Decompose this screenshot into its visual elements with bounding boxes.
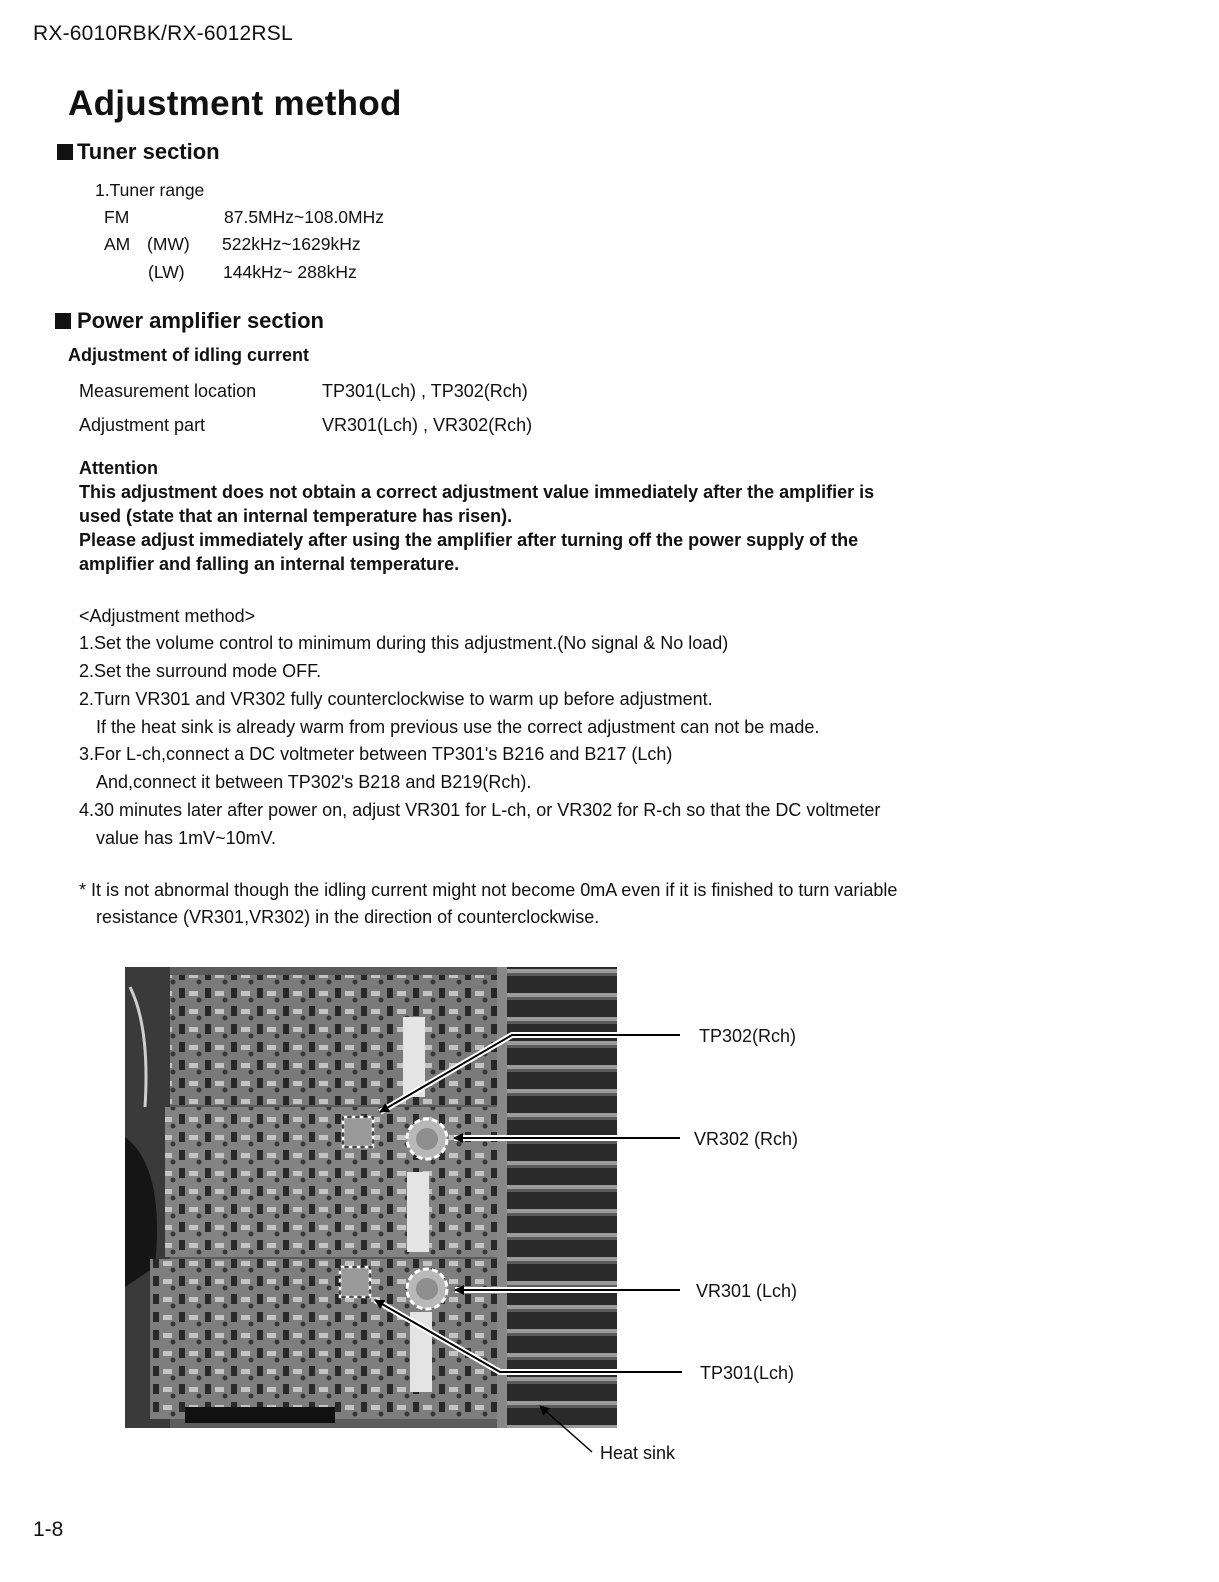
page-title: Adjustment method bbox=[68, 84, 402, 123]
adjustment-part-value: VR301(Lch) , VR302(Rch) bbox=[322, 415, 533, 435]
tuner-subband: (LW) bbox=[148, 262, 185, 282]
tuner-range-value: 87.5MHz~108.0MHz bbox=[224, 207, 385, 227]
method-step-continued: And,connect it between TP302's B218 and B219(Rch). bbox=[96, 772, 532, 792]
tuner-subband: (MW) bbox=[147, 234, 190, 254]
tuner-heading-text: Tuner section bbox=[77, 139, 220, 164]
label-tp301: TP301(Lch) bbox=[700, 1363, 795, 1383]
method-step-continued: value has 1mV~10mV. bbox=[96, 828, 276, 848]
tuner-band: AM bbox=[104, 234, 131, 254]
label-vr301: VR301 (Lch) bbox=[696, 1281, 798, 1301]
measurement-location-value: TP301(Lch) , TP302(Rch) bbox=[322, 381, 528, 401]
attention-line: This adjustment does not obtain a correct adjustment value immediately after the amplifier is bbox=[79, 482, 875, 502]
model-number: RX-6010RBK/RX-6012RSL bbox=[33, 22, 293, 45]
method-step-continued: If the heat sink is already warm from previous use the correct adjustment can not be made. bbox=[96, 717, 820, 737]
note-line: resistance (VR301,VR302) in the direction of counterclockwise. bbox=[96, 907, 600, 927]
attention-title: Attention bbox=[79, 458, 158, 478]
idling-current-subheading: Adjustment of idling current bbox=[68, 345, 309, 365]
tuner-band: FM bbox=[104, 207, 130, 227]
attention-line: used (state that an internal temperature has risen). bbox=[79, 506, 513, 526]
page-number: 1-8 bbox=[33, 1518, 64, 1541]
tuner-range-value: 522kHz~1629kHz bbox=[222, 234, 361, 254]
method-step: 1.Set the volume control to minimum during this adjustment.(No signal & No load) bbox=[79, 633, 729, 653]
adjustment-part-label: Adjustment part bbox=[79, 415, 206, 435]
attention-line: amplifier and falling an internal temperature. bbox=[79, 554, 460, 574]
measurement-location-label: Measurement location bbox=[79, 381, 257, 401]
tuner-range-value: 144kHz~ 288kHz bbox=[223, 262, 357, 282]
method-step: 3.For L-ch,connect a DC voltmeter between TP301's B216 and B217 (Lch) bbox=[79, 744, 673, 764]
label-heat-sink: Heat sink bbox=[600, 1443, 676, 1463]
method-step: 4.30 minutes later after power on, adjust VR301 for L-ch, or VR302 for R-ch so that the DC voltmeter bbox=[79, 800, 881, 820]
tuner-range-title: 1.Tuner range bbox=[95, 180, 205, 200]
label-vr302: VR302 (Rch) bbox=[694, 1129, 799, 1149]
power-heading-text: Power amplifier section bbox=[77, 308, 324, 333]
note-line: * It is not abnormal though the idling current might not become 0mA even if it is finished to turn variable bbox=[79, 880, 898, 900]
method-step: 2.Turn VR301 and VR302 fully counterclockwise to warm up before adjustment. bbox=[79, 689, 713, 709]
method-title: <Adjustment method> bbox=[79, 606, 256, 626]
method-step: 2.Set the surround mode OFF. bbox=[79, 661, 322, 681]
label-tp302: TP302(Rch) bbox=[699, 1026, 797, 1046]
attention-line: Please adjust immediately after using the amplifier after turning off the power supply of the bbox=[79, 530, 859, 550]
